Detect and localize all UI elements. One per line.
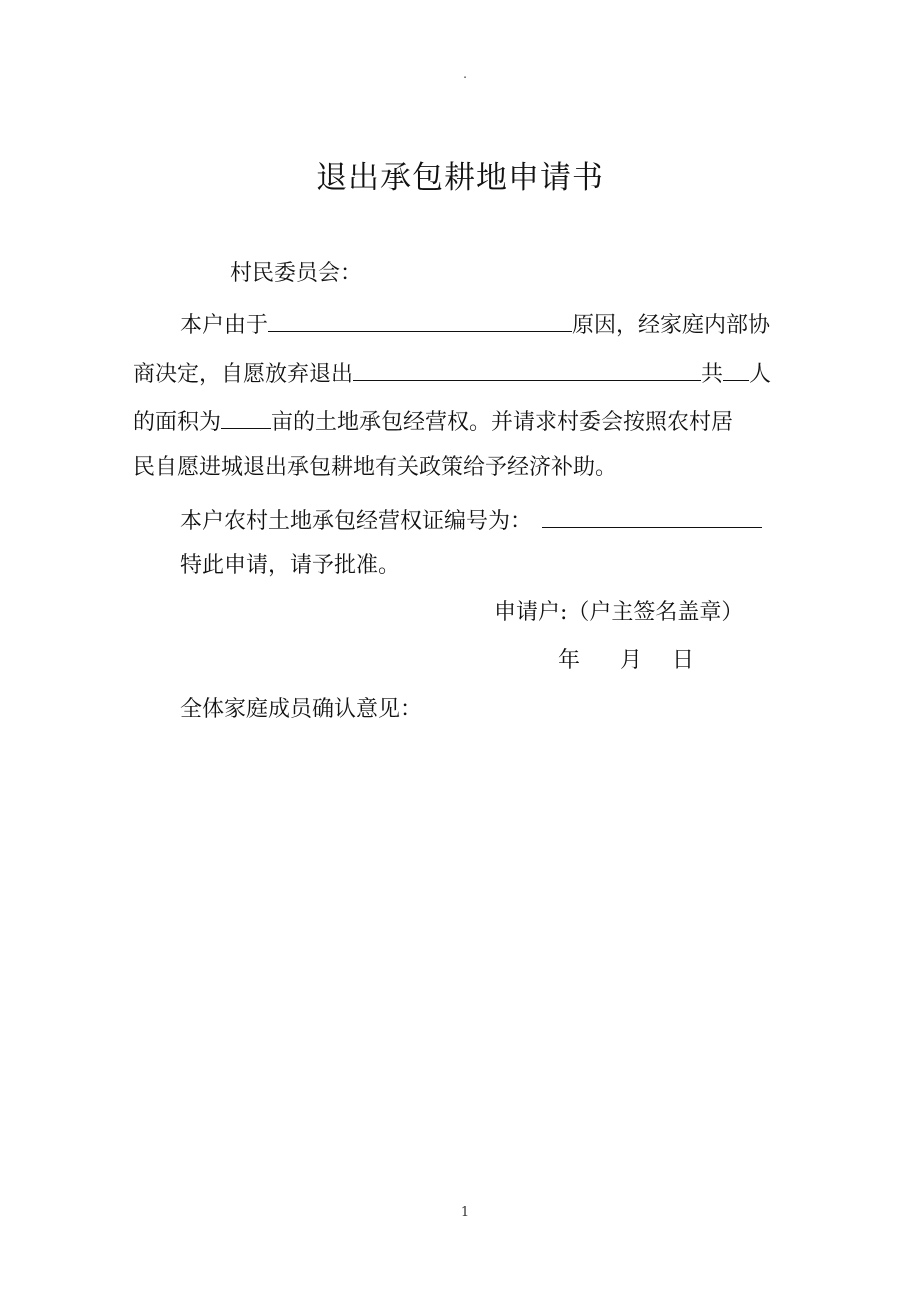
paragraph1-line2: [133, 356, 771, 391]
reason-suffix: 原因，经家庭内部协: [572, 313, 771, 338]
page-number: 1: [460, 1205, 470, 1220]
request-line: 特此申请，请予批准。: [180, 553, 401, 578]
reason-prefix: 本户由于: [180, 313, 269, 338]
paragraph1-line3: [133, 404, 733, 439]
paragraph1-line4: 民自愿进城退出承包耕地有关政策给予经济补助。: [133, 455, 618, 480]
document-title: 退出承包耕地申请书: [316, 160, 604, 196]
certificate-number-blank[interactable]: [542, 503, 762, 528]
family-confirm-label: 全体家庭成员确认意见：: [180, 697, 423, 722]
persons-count-blank[interactable]: [723, 356, 749, 381]
withdraw-prefix: 商决定，自愿放弃退出: [133, 362, 354, 387]
header-mark: .: [463, 67, 467, 81]
certificate-label: 本户农村土地承包经营权证编号为：: [180, 509, 533, 534]
applicant-signature-label: 申请户:（户主签名盖章）: [494, 600, 744, 625]
reason-blank[interactable]: [268, 307, 572, 332]
date-line: [558, 645, 694, 677]
date-month: 月: [620, 648, 643, 673]
paragraph1-line1: [180, 307, 770, 342]
area-prefix: 的面积为: [133, 410, 222, 435]
persons-label: 人: [749, 362, 772, 387]
area-blank[interactable]: [221, 404, 271, 429]
date-day: 日: [672, 648, 695, 673]
date-year: 年: [558, 648, 581, 673]
total-label: 共: [701, 362, 724, 387]
area-suffix: 亩的土地承包经营权。并请求村委会按照农村居: [271, 410, 734, 435]
land-location-blank[interactable]: [353, 356, 701, 381]
salutation: 村民委员会：: [230, 261, 363, 286]
certificate-line: [180, 503, 762, 538]
